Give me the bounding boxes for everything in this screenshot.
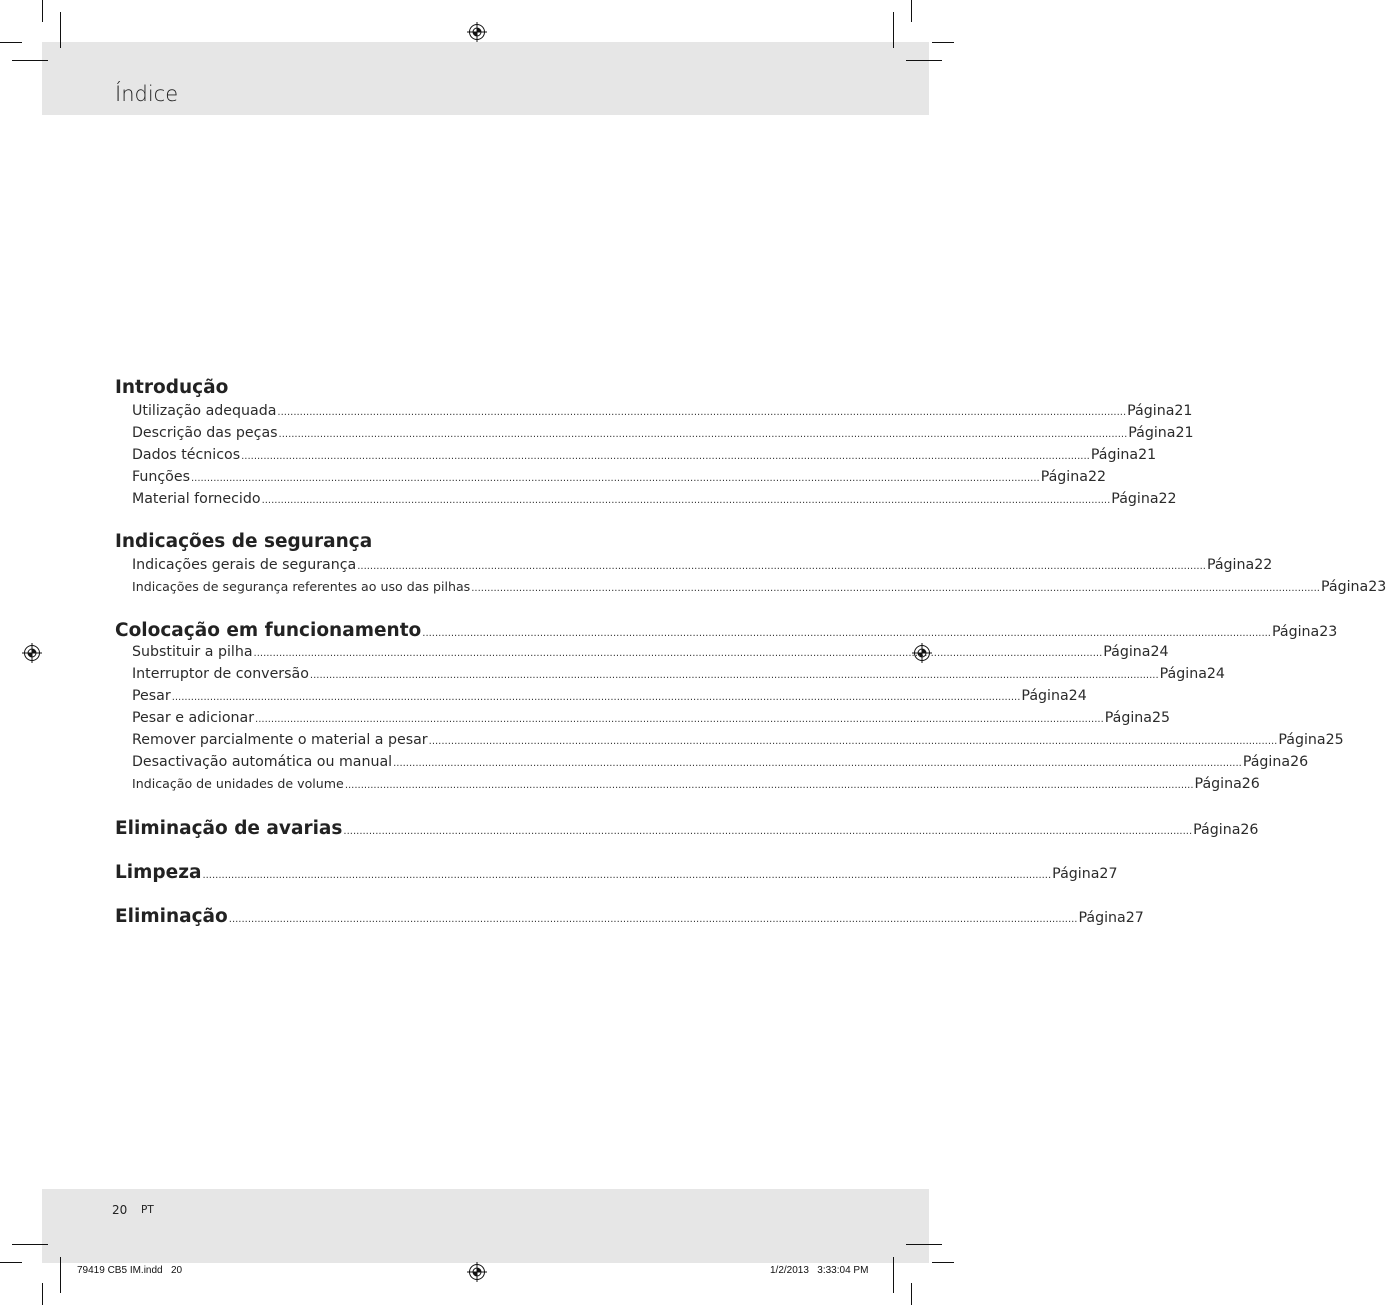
- page-number: 26: [1290, 754, 1309, 770]
- toc-entry-title: Indicação de unidades de volume: [132, 776, 344, 791]
- toc-entry[interactable]: [132, 557, 1273, 577]
- page-label: Página: [1090, 447, 1139, 463]
- page-number: 23: [1319, 624, 1338, 640]
- toc-entry[interactable]: [132, 754, 1309, 774]
- dot-leader: ...........................................................................................................................................................................................................................................................................: [171, 692, 1021, 703]
- page-label: Página: [1128, 425, 1176, 441]
- toc-section-row[interactable]: [115, 906, 1144, 927]
- page-number: 27: [1099, 866, 1118, 882]
- dot-leader: ...........................................................................................................................................................................................................................................................................: [261, 495, 1111, 506]
- section-heading-eliminacao: Eliminação: [115, 906, 228, 927]
- page-title: Índice: [115, 82, 179, 106]
- page-number: 21: [1138, 447, 1157, 463]
- toc-entry[interactable]: [132, 710, 1171, 730]
- toc-entry-title: Funções: [132, 469, 190, 485]
- section-heading-introducao: Introdução: [115, 377, 229, 398]
- footer-page-number: 20: [112, 1203, 128, 1217]
- page-label: Página: [1271, 624, 1320, 640]
- page-number: 22: [1254, 557, 1273, 573]
- toc-entry[interactable]: [132, 666, 1225, 686]
- toc-entry-title: Interruptor de conversão: [132, 666, 309, 682]
- toc-section-row[interactable]: [115, 862, 1118, 883]
- dot-leader: ...........................................................................................................................................................................................................................................................................: [357, 561, 1206, 572]
- page-number: 23: [1368, 579, 1386, 595]
- dot-leader: ...........................................................................................................................................................................................................................................................................: [428, 736, 1278, 747]
- toc-entry-title: Utilização adequada: [132, 403, 277, 419]
- page-number: 22: [1158, 491, 1177, 507]
- dot-leader: ...........................................................................................................................................................................................................................................................................: [255, 714, 1104, 725]
- page-label: Página: [1052, 866, 1100, 882]
- page-label: Página: [1193, 822, 1241, 838]
- page-label: Página: [1194, 776, 1242, 792]
- toc-entry[interactable]: [132, 491, 1177, 511]
- page-label: Página: [1127, 403, 1175, 419]
- page-number: 21: [1175, 425, 1194, 441]
- page-number: 25: [1152, 710, 1171, 726]
- section-heading-funcionamento: Colocação em funcionamento: [115, 620, 422, 641]
- page-number: 21: [1174, 403, 1193, 419]
- page-label: Página: [1078, 910, 1126, 926]
- toc-entry[interactable]: [132, 403, 1193, 423]
- page-number: 22: [1087, 469, 1106, 485]
- toc-entry[interactable]: [132, 579, 1386, 599]
- toc-entry-title: Dados técnicos: [132, 447, 241, 463]
- toc-entry[interactable]: [132, 688, 1087, 708]
- print-slug-file: 79419 CB5 IM.indd 20: [77, 1265, 183, 1276]
- dot-leader: ...........................................................................................................................................................................................................................................................................: [393, 758, 1242, 769]
- toc-entry[interactable]: [132, 644, 1169, 664]
- dot-leader: ...........................................................................................................................................................................................................................................................................: [471, 583, 1320, 594]
- page-label: Página: [1103, 644, 1151, 660]
- section-heading-avarias: Eliminação de avarias: [115, 818, 343, 839]
- page-label: Página: [1021, 688, 1069, 704]
- page-label: Página: [1320, 579, 1369, 595]
- toc-entry[interactable]: [132, 776, 1260, 796]
- section-heading-limpeza: Limpeza: [115, 862, 202, 883]
- page-number: 24: [1150, 644, 1169, 660]
- dot-leader: ...........................................................................................................................................................................................................................................................................: [344, 780, 1194, 791]
- page-number: 25: [1325, 732, 1344, 748]
- dot-leader: ...........................................................................................................................................................................................................................................................................: [277, 407, 1127, 418]
- toc-entry[interactable]: [132, 425, 1194, 445]
- dot-leader: ...........................................................................................................................................................................................................................................................................: [228, 914, 1078, 925]
- toc-entry-title: Desactivação automática ou manual: [132, 754, 393, 770]
- print-slug-timestamp: 1/2/2013 3:33:04 PM: [770, 1265, 869, 1276]
- toc-entry[interactable]: [132, 469, 1106, 489]
- toc-entry-title: Pesar: [132, 688, 171, 704]
- page-label: Página: [1104, 710, 1152, 726]
- page-label: Página: [1040, 469, 1088, 485]
- toc-entry-title: Substituir a pilha: [132, 644, 253, 660]
- toc-entry-title: Material fornecido: [132, 491, 261, 507]
- page-number: 26: [1240, 822, 1259, 838]
- dot-leader: ...........................................................................................................................................................................................................................................................................: [343, 826, 1193, 837]
- page-number: 26: [1241, 776, 1260, 792]
- toc-entry-title: Pesar e adicionar: [132, 710, 255, 726]
- page-number: 24: [1068, 688, 1087, 704]
- page-number: 24: [1206, 666, 1225, 682]
- page-label: Página: [1111, 491, 1159, 507]
- toc-entry-title: Descrição das peças: [132, 425, 278, 441]
- toc-section-row[interactable]: [115, 620, 1338, 641]
- dot-leader: ...........................................................................................................................................................................................................................................................................: [422, 628, 1271, 639]
- dot-leader: ...........................................................................................................................................................................................................................................................................: [202, 870, 1052, 881]
- dot-leader: ...........................................................................................................................................................................................................................................................................: [241, 451, 1090, 462]
- page-label: Página: [1206, 557, 1255, 573]
- footer-language: PT: [141, 1204, 154, 1216]
- toc-entry-title: Indicações gerais de segurança: [132, 557, 357, 573]
- page-label: Página: [1278, 732, 1326, 748]
- dot-leader: ...........................................................................................................................................................................................................................................................................: [190, 473, 1040, 484]
- toc-entry[interactable]: [132, 732, 1344, 752]
- toc-entry-title: Indicações de segurança referentes ao uso das pilhas: [132, 579, 471, 594]
- page-label: Página: [1242, 754, 1291, 770]
- toc-entry[interactable]: [132, 447, 1157, 467]
- page-label: Página: [1159, 666, 1207, 682]
- dot-leader: ...........................................................................................................................................................................................................................................................................: [309, 670, 1159, 681]
- dot-leader: ...........................................................................................................................................................................................................................................................................: [278, 429, 1128, 440]
- section-heading-seguranca: Indicações de segurança: [115, 531, 373, 552]
- dot-leader: ...........................................................................................................................................................................................................................................................................: [253, 648, 1103, 659]
- page-number: 27: [1125, 910, 1144, 926]
- toc-entry-title: Remover parcialmente o material a pesar: [132, 732, 428, 748]
- toc-section-row[interactable]: [115, 818, 1259, 839]
